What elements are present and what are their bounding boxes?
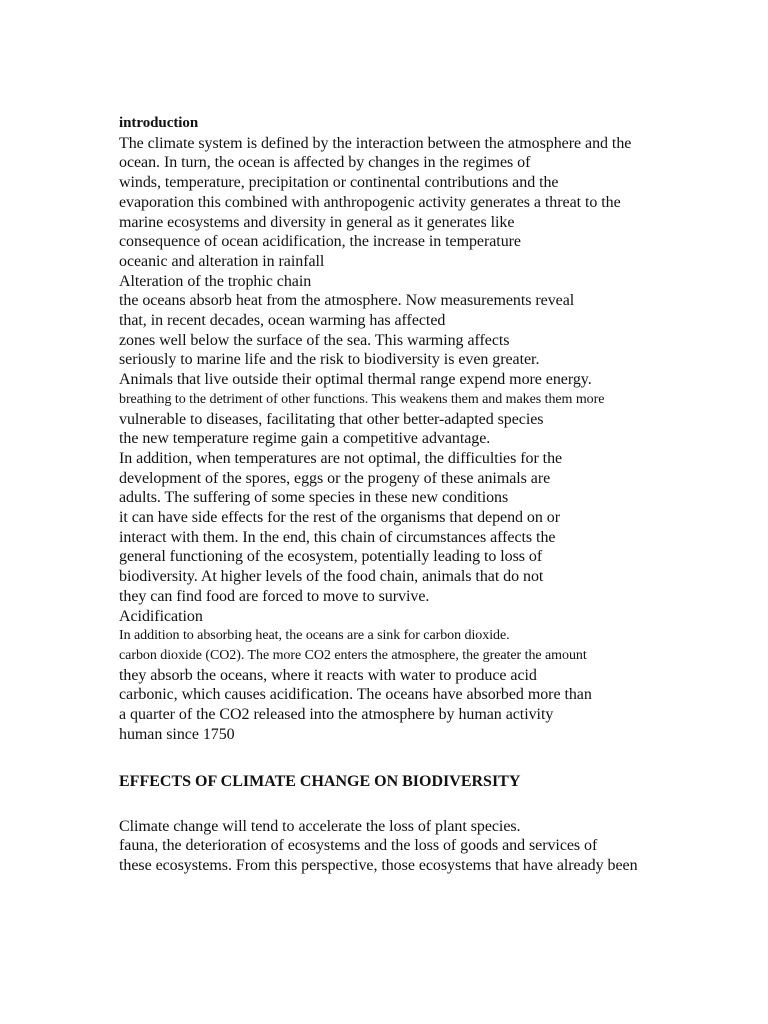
intro-line: In addition, when temperatures are not optimal, the difficulties for the [119,449,563,467]
intro-line: consequence of ocean acidification, the increase in temperature [119,233,521,251]
intro-line: marine ecosystems and diversity in general as it generates like [119,213,515,231]
intro-line: biodiversity. At higher levels of the food chain, animals that do not [119,568,544,586]
intro-line: interact with them. In the end, this chain of circumstances affects the [119,528,556,546]
intro-line: Acidification [119,607,203,625]
intro-line: human since 1750 [119,725,235,743]
section-title: EFFECTS OF CLIMATE CHANGE ON BIODIVERSITY [119,772,521,790]
intro-line: zones well below the surface of the sea. This warming affects [119,331,510,349]
intro-line: a quarter of the CO2 released into the atmosphere by human activity [119,706,554,724]
effects-line: Climate change will tend to accelerate the loss of plant species. [119,817,521,835]
intro-line: they absorb the oceans, where it reacts with water to produce acid [119,666,537,684]
intro-line: vulnerable to diseases, facilitating that other better-adapted species [119,410,544,428]
intro-line: ocean. In turn, the ocean is affected by changes in the regimes of [119,154,531,172]
intro-line: In addition to absorbing heat, the oceans are a sink for carbon dioxide. [119,628,510,644]
intro-line: The climate system is defined by the interaction between the atmosphere and the [119,134,632,152]
intro-line: Alteration of the trophic chain [119,272,312,290]
intro-line: seriously to marine life and the risk to biodiversity is even greater. [119,351,540,369]
intro-line: winds, temperature, precipitation or continental contributions and the [119,174,559,192]
document-page [119,114,739,876]
intro-heading: introduction [119,115,199,131]
effects-line: these ecosystems. From this perspective, those ecosystems that have already been [119,856,638,874]
intro-line: development of the spores, eggs or the progeny of these animals are [119,469,551,487]
effects-line: fauna, the deterioration of ecosystems and the loss of goods and services of [119,837,598,855]
intro-line: it can have side effects for the rest of the organisms that depend on or [119,509,561,527]
intro-line: carbonic, which causes acidification. The oceans have absorbed more than [119,686,592,704]
intro-line: the new temperature regime gain a competitive advantage. [119,430,491,448]
intro-line: that, in recent decades, ocean warming has affected [119,312,446,330]
intro-line: evaporation this combined with anthropogenic activity generates a threat to the [119,193,621,211]
intro-line: the oceans absorb heat from the atmosphere. Now measurements reveal [119,292,575,310]
intro-paragraph [119,134,739,745]
intro-line: they can find food are forced to move to survive. [119,587,430,605]
intro-line: oceanic and alteration in rainfall [119,252,325,270]
intro-line: breathing to the detriment of other functions. This weakens them and makes them more [119,391,605,407]
intro-line: carbon dioxide (CO2). The more CO2 enters the atmosphere, the greater the amount [119,647,587,663]
intro-line: adults. The suffering of some species in these new conditions [119,489,509,507]
intro-line: general functioning of the ecosystem, potentially leading to loss of [119,548,543,566]
effects-paragraph [119,817,739,876]
intro-line: Animals that live outside their optimal thermal range expend more energy. [119,371,592,389]
